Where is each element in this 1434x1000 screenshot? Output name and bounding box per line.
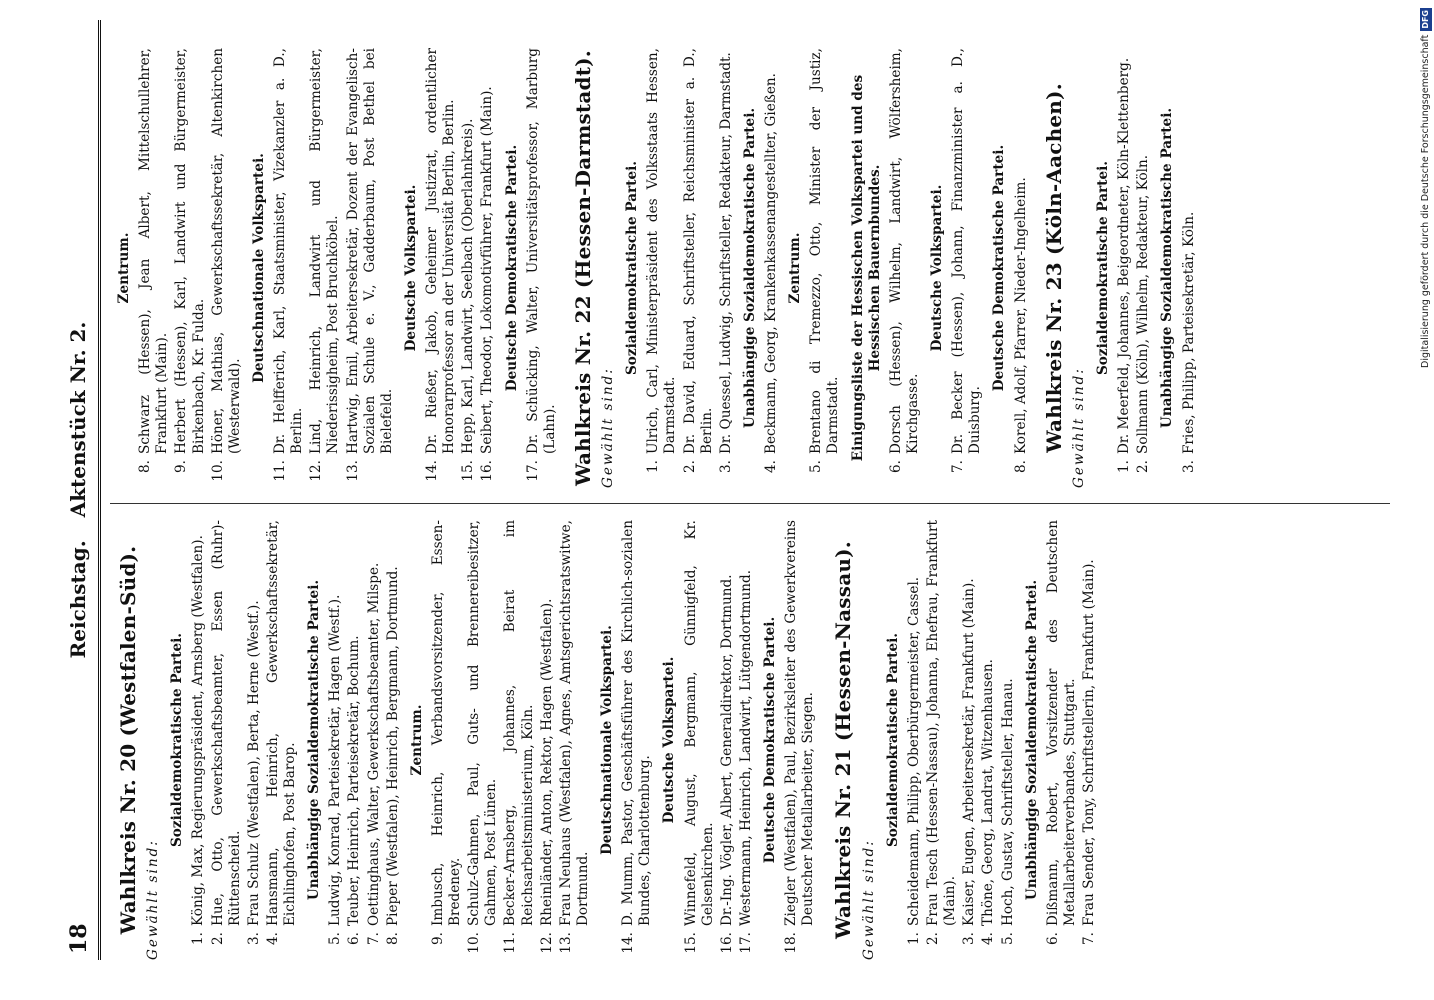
entry-text: Winnefeld, August, Bergmann, Günnigfeld, Kr. Gelsenkirchen. [682, 520, 716, 926]
entry-text: Rheinländer, Anton, Rektor, Hagen (Westfalen). [538, 598, 555, 926]
elected-label: Gewählt sind: [145, 839, 162, 960]
list-item [1135, 48, 1152, 488]
entry-text: Imbusch, Heinrich, Verbandsvorsitzender, Essen-Bredeney. [429, 520, 464, 926]
party-heading: Unabhängige Sozialdemokratische Partei. [741, 107, 758, 429]
elected-label: Gewählt sind: [1070, 367, 1087, 488]
entry-text: Westermann, Heinrich, Landwirt, Lütgendortmund. [737, 569, 754, 926]
entry-number: 3. [245, 932, 262, 945]
entry-text: Oettinghaus, Walter, Gewerkschaftsbeamter, Milspe. [365, 562, 382, 926]
entry-text: Ziegler (Westfalen), Paul, Bezirksleiter des Gewerkvereins Deutscher Metallarbeiter, Siegen. [783, 520, 817, 926]
list-item [502, 520, 536, 960]
party-heading: Deutschnationale Volkspartei. [250, 153, 267, 383]
entry-number: 15. [682, 932, 699, 954]
entry-text: Ludwig, Konrad, Parteisekretär, Hagen (Westf.). [327, 594, 344, 926]
list-item [272, 48, 306, 488]
entry-number: 10. [209, 460, 226, 482]
entry-number: 17. [524, 460, 541, 482]
entry-text: Schulz-Gahmen, Paul, Guts- und Brennereibesitzer, Gahmen, Post Lünen. [466, 520, 500, 926]
digitization-text: Digitalisierung gefördert durch die Deutsche Forschungsgemeinschaft [1420, 34, 1431, 368]
list-item [345, 48, 396, 488]
header-rule [98, 20, 101, 960]
document-page [62, 20, 1402, 960]
entry-number: 13. [557, 932, 574, 954]
list-item [888, 48, 922, 488]
list-item [430, 520, 464, 960]
entry-number: 12. [538, 932, 555, 954]
district-title: Wahlkreis Nr. 23 (Köln-Aachen). [1041, 83, 1066, 453]
list-item [265, 520, 299, 960]
party-heading: Deutsche Demokratische Partei. [503, 144, 520, 392]
entry-number: 6. [346, 932, 363, 945]
entry-number: 6. [887, 460, 904, 473]
list-item [1045, 520, 1079, 960]
entry-text: König, Max, Regierungspräsident, Arnsberg (Westfalen). [190, 535, 207, 926]
entry-text: Dr. Quessel, Ludwig, Schriftsteller, Redakteur, Darmstadt. [717, 52, 734, 454]
entry-number: 8. [384, 932, 401, 945]
entry-number: 15. [460, 460, 477, 482]
entry-number: 12. [308, 460, 325, 482]
entry-text: Sollmann (Köln), Wilhelm, Redakteur, Köln. [1135, 154, 1152, 454]
list-item [683, 520, 717, 960]
list-item [460, 48, 477, 488]
list-item [961, 520, 978, 960]
entry-text: Herbert (Hessen), Karl, Landwirt und Bürgermeister, Birkenbach, Kr. Fulda. [173, 48, 207, 454]
entry-text: Kaiser, Eugen, Arbeitersekretär, Frankfurt (Main). [961, 578, 978, 926]
list-item [466, 520, 500, 960]
list-item [620, 520, 654, 960]
entry-text: Höner, Mathias, Gewerkschaftssekretär, Altenkirchen (Westerwald). [209, 48, 243, 454]
district-title: Wahlkreis Nr. 21 (Hessen-Nassau). [831, 541, 856, 939]
party-heading: Zentrum. [787, 232, 804, 304]
district-title: Wahlkreis Nr. 22 (Hessen-Darmstadt). [570, 50, 595, 486]
party-heading: Deutschnationale Volkspartei. [599, 625, 616, 855]
party-heading: Deutsche Demokratische Partei. [762, 616, 779, 864]
district-title: Wahlkreis Nr. 20 (Westfalen-Süd). [116, 545, 140, 935]
entry-text: Hartwig, Emil, Arbeitersekretär, Dozent der Evangelisch-Sozialen Schule e. V., Gadderbaum, Post Bethel bei Bielefeld. [344, 48, 395, 454]
entry-number: 16. [479, 460, 496, 482]
entry-number: 8. [137, 460, 154, 473]
entry-number: 3. [961, 932, 978, 945]
entry-text: Hue, Otto, Gewerkschaftsbeamter, Essen (Ruhr)-Rüttenscheid. [209, 520, 243, 926]
entry-text: Dr. Helfferich, Karl, Staatsminister, Vizekanzler a. D., Berlin. [272, 48, 306, 454]
entry-number: 4. [763, 460, 780, 473]
list-item [424, 48, 458, 488]
entry-text: Thöne, Georg, Landrat, Witzenhausen. [980, 659, 997, 926]
entry-number: 5. [327, 932, 344, 945]
entry-text: Hansmann, Heinrich, Gewerkschaftssekretär, Eichlinghofen, Post Barop. [264, 520, 299, 926]
entry-text: Dr. Becker (Hessen), Johann, Finanzminister a. D., Duisburg. [950, 48, 984, 454]
list-item [246, 520, 263, 960]
entry-number: 5. [999, 932, 1016, 945]
entry-number: 2. [681, 460, 698, 473]
elected-label: Gewählt sind: [600, 367, 617, 488]
running-header [62, 20, 96, 960]
entry-text: Dr. David, Eduard, Schriftsteller, Reichsminister a. D., Berlin. [681, 48, 715, 454]
entry-text: Teuber, Heinrich, Parteisekretär, Bochum. [346, 635, 363, 926]
party-heading: Deutsche Volkspartei. [661, 656, 678, 824]
list-item [763, 48, 780, 488]
entry-text: Scheidemann, Philipp, Oberbürgermeister, Cassel. [905, 576, 922, 926]
entry-text: Seibert, Theodor, Lokomotivführer, Frankfurt (Main). [479, 86, 496, 454]
entry-text: Hoch, Gustav, Schriftsteller, Hanau. [999, 678, 1016, 926]
entry-number: 8. [1012, 460, 1029, 473]
entry-number: 3. [717, 460, 734, 473]
entry-number: 7. [365, 932, 382, 945]
entry-number: 18. [783, 932, 800, 954]
list-item [906, 520, 923, 960]
entry-number: 17. [737, 932, 754, 954]
entry-number: 3. [1180, 460, 1197, 473]
party-heading: Sozialdemokratische Partei. [624, 160, 641, 376]
entry-text: D. Mumm, Pastor, Geschäftsführer des Kirchlich-sozialen Bundes, Charlottenburg. [620, 520, 654, 926]
entry-number: 1. [905, 932, 922, 945]
entry-text: Dißmann, Robert, Vorsitzender des Deutschen Metallarbeiterverbandes, Stuttgart. [1044, 520, 1078, 926]
entry-number: 1. [1116, 460, 1133, 473]
entry-text: Dr.-Ing. Vögler, Albert, Generaldirektor, Dortmund. [718, 574, 735, 926]
dfg-logo: DFG [1421, 10, 1430, 29]
list-item [645, 48, 679, 488]
list-item [808, 48, 842, 488]
list-item [190, 520, 207, 960]
entry-text: Pieper (Westfalen), Heinrich, Bergmann, Dortmund. [384, 566, 401, 926]
entry-text: Korell, Adolf, Pfarrer, Nieder-Ingelheim. [1012, 177, 1029, 454]
entry-number: 14. [424, 460, 440, 482]
entry-number: 6. [1044, 932, 1061, 945]
entry-number: 9. [173, 460, 190, 473]
list-item [327, 520, 344, 960]
entry-number: 7. [1081, 932, 1097, 945]
list-item [1116, 48, 1133, 488]
list-item [173, 48, 207, 488]
list-item [210, 48, 244, 488]
list-item [558, 520, 592, 960]
list-item [525, 48, 559, 488]
party-heading: Sozialdemokratische Partei. [169, 632, 186, 848]
list-item [1013, 48, 1030, 488]
party-heading: Einigungsliste der Hessischen Volkspartei und des Hessischen Bauernbundes. [849, 74, 883, 462]
party-heading: Deutsche Demokratische Partei. [991, 144, 1008, 392]
entry-text: Lind, Heinrich, Landwirt und Bürgermeister, Niederissigheim, Post Bruchköbel. [308, 48, 342, 454]
left-column [114, 520, 1394, 960]
list-item [925, 520, 959, 960]
entry-text: Becker-Arnsberg, Johannes, Beirat im Reichsarbeitsministerium, Köln. [502, 520, 536, 926]
list-item [719, 520, 736, 960]
list-item [738, 520, 755, 960]
list-item [950, 48, 984, 488]
party-heading: Zentrum. [116, 232, 132, 304]
right-column [114, 48, 1394, 488]
entry-number: 4. [264, 932, 281, 945]
party-heading: Unabhängige Sozialdemokratische Partei. [1159, 107, 1176, 429]
entry-number: 7. [950, 460, 967, 473]
elected-label: Gewählt sind: [860, 839, 877, 960]
entry-text: Dr. Meerfeld, Johannes, Beigeordneter, Köln-Klettenberg. [1116, 57, 1133, 454]
entry-number: 2. [1135, 460, 1152, 473]
entry-text: Ulrich, Carl, Ministerpräsident des Volksstaats Hessen, Darmstadt. [645, 48, 679, 454]
entry-number: 11. [502, 932, 519, 954]
party-heading: Zentrum. [408, 704, 425, 776]
entry-number: 13. [344, 460, 361, 482]
list-item [385, 520, 402, 960]
list-item [682, 48, 716, 488]
party-heading: Deutsche Volkspartei. [402, 184, 419, 352]
list-item [1000, 520, 1017, 960]
entry-number: 1. [645, 460, 662, 473]
list-item [210, 520, 244, 960]
party-heading: Unabhängige Sozialdemokratische Partei. [1023, 579, 1040, 901]
entry-number: 1. [190, 932, 207, 945]
entry-text: Frau Tesch (Hessen-Nassau), Johanna, Ehefrau, Frankfurt (Main). [925, 520, 959, 926]
entry-number: 4. [980, 932, 997, 945]
party-heading: Sozialdemokratische Partei. [884, 632, 901, 848]
list-item [479, 48, 496, 488]
list-item [539, 520, 556, 960]
entry-text: Brentano di Tremezzo, Otto, Minister der Justiz, Darmstadt. [808, 48, 842, 454]
entry-number: 5. [808, 460, 825, 473]
entry-text: Hepp, Karl, Landwirt, Seelbach (Oberlahnkreis). [460, 118, 477, 454]
entry-text: Dr. Rießer, Jakob, Geheimer Justizrat, ordentlicher Honorarprofessor an der Universität Berlin, Berlin. [424, 48, 458, 454]
entry-number: 2. [925, 932, 941, 945]
party-heading: Unabhängige Sozialdemokratische Partei. [306, 579, 323, 901]
list-item [366, 520, 383, 960]
entry-text: Frau Sender, Tony, Schriftstellerin, Frankfurt (Main). [1081, 559, 1097, 926]
list-item [1081, 520, 1098, 960]
entry-text: Fries, Philipp, Parteisekretär, Köln. [1180, 211, 1197, 454]
digitization-note [1418, 8, 1434, 400]
list-item [1181, 48, 1198, 488]
entry-number: 2. [209, 932, 226, 945]
list-item [308, 48, 342, 488]
entry-number: 16. [718, 932, 735, 954]
entry-text: Frau Neuhaus (Westfalen), Agnes, Amtsgerichtsratswitwe, Dortmund. [557, 520, 591, 926]
list-item [783, 520, 817, 960]
running-title-left: Reichstag. [66, 540, 90, 659]
list-item [346, 520, 363, 960]
list-item [718, 48, 735, 488]
column-divider [110, 503, 1390, 504]
party-heading: Deutsche Volkspartei. [929, 184, 946, 352]
list-item [137, 48, 171, 488]
entry-text: Beckmann, Georg, Krankenkassenangestellter, Gießen. [763, 73, 780, 454]
entry-number: 11. [272, 460, 288, 482]
entry-number: 9. [429, 932, 446, 945]
entry-text: Dorsch (Hessen), Wilhelm, Landwirt, Wölfersheim, Kirchgasse. [887, 48, 921, 454]
entry-text: Dr. Schücking, Walter, Universitätsprofessor, Marburg (Lahn). [524, 48, 558, 454]
list-item [980, 520, 997, 960]
running-title-right: Aktenstück Nr. 2. [66, 321, 90, 518]
entry-number: 14. [620, 932, 637, 954]
entry-text: Schwarz (Hessen), Jean Albert, Mittelschullehrer, Frankfurt (Main). [137, 48, 171, 454]
party-heading: Sozialdemokratische Partei. [1095, 160, 1111, 376]
entry-number: 10. [466, 932, 483, 954]
page-number: 18 [66, 923, 92, 954]
entry-text: Frau Schulz (Westfalen), Berta, Herne (Westf.). [245, 600, 262, 926]
